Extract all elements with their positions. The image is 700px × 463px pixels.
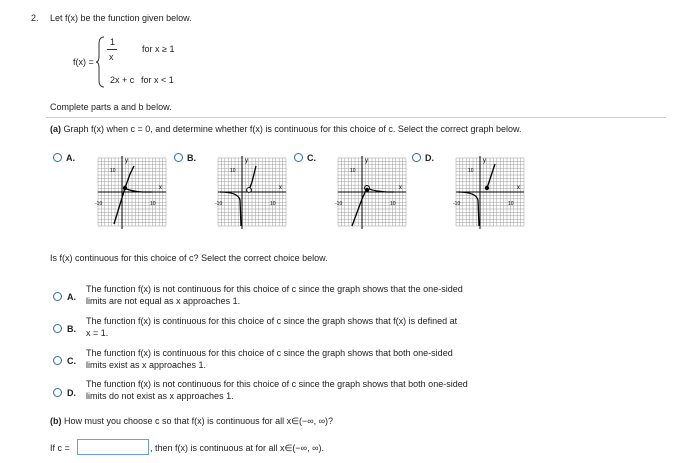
graph-d-xtick-neg: -10	[453, 201, 461, 207]
graph-b[interactable]	[212, 154, 292, 234]
graph-a-point	[123, 186, 127, 190]
graph-option-c-letter: C.	[307, 153, 316, 163]
if-c-label: If c =	[50, 443, 70, 453]
graph-b-xtick: 10	[270, 201, 276, 207]
graph-a-ytick: 10	[110, 168, 116, 174]
graph-a-x-label: x	[159, 185, 162, 191]
graph-a-xtick-neg: -10	[95, 201, 103, 207]
graph-option-b-letter: B.	[187, 153, 196, 163]
choice-c-line1: The function f(x) is continuous for this choice of c since the graph shows that both one-sided	[86, 348, 453, 358]
part-b-label: (b)	[50, 416, 62, 426]
choice-c-line2: limits exist as x approaches 1.	[86, 360, 207, 370]
graph-b-ytick: 10	[230, 168, 236, 174]
part-b-text: How must you choose c so that f(x) is continuous for all x∈(−∞, ∞)?	[64, 416, 334, 426]
graph-d-x-label: x	[517, 185, 520, 191]
graph-option-d-radio[interactable]	[412, 153, 421, 162]
graph-b-x-label: x	[279, 185, 282, 191]
graph-b-y-label: y	[245, 158, 248, 164]
graph-c-x-label: x	[399, 185, 402, 191]
part-a-prompt	[50, 124, 522, 134]
choice-b-line1: The function f(x) is continuous for this choice of c since the graph shows that f(x) is defined at	[86, 316, 458, 326]
choice-b-radio[interactable]	[53, 324, 62, 333]
graph-d-ytick: 10	[468, 168, 474, 174]
graph-d-y-label: y	[483, 158, 486, 164]
graph-a-xtick: 10	[150, 201, 156, 207]
graph-c-y-label: y	[365, 158, 368, 164]
piece1-numerator: 1	[110, 37, 116, 47]
graph-b-open-point	[247, 188, 252, 193]
choice-d-radio[interactable]	[53, 388, 62, 397]
c-value-input[interactable]	[77, 439, 149, 455]
choice-b-letter: B.	[67, 324, 76, 334]
part-b-prompt	[50, 416, 333, 427]
fraction-bar	[107, 49, 117, 50]
graph-a[interactable]	[92, 154, 172, 234]
graph-d-point	[485, 186, 489, 190]
complete-text: Complete parts a and b below.	[50, 102, 172, 112]
graph-c[interactable]	[332, 154, 412, 234]
graph-c-xtick: 10	[390, 201, 396, 207]
graph-option-c-radio[interactable]	[294, 153, 303, 162]
graph-option-a-radio[interactable]	[53, 153, 62, 162]
piecewise-brace	[96, 36, 106, 88]
piece1-condition: for x ≥ 1	[142, 44, 175, 54]
choice-a-line2: limits are not equal as x approaches 1.	[86, 296, 241, 306]
graph-c-ytick: 10	[350, 168, 356, 174]
choice-a-letter: A.	[67, 292, 76, 302]
divider	[46, 117, 666, 118]
part-a-text: Graph f(x) when c = 0, and determine whether f(x) is continuous for this choice of c. Select the correct graph below.	[63, 124, 522, 134]
choice-b-line2: x = 1.	[86, 328, 109, 338]
graph-c-xtick-neg: -10	[335, 201, 343, 207]
choice-a-line1: The function f(x) is not continuous for this choice of c since the graph shows that the one-sided	[86, 284, 463, 294]
choice-a-radio[interactable]	[53, 292, 62, 301]
piece2-expression: 2x + c	[110, 75, 135, 85]
graph-c-point	[365, 188, 369, 192]
choice-c-radio[interactable]	[53, 356, 62, 365]
choice-c-letter: C.	[67, 356, 76, 366]
choice-d-line1: The function f(x) is not continuous for this choice of c since the graph shows that both one-sided	[86, 379, 468, 389]
piece1-denominator: x	[109, 52, 114, 62]
continuity-question: Is f(x) continuous for this choice of c? Select the correct choice below.	[50, 253, 328, 263]
part-a-label: (a)	[50, 124, 61, 134]
graph-option-a-letter: A.	[66, 153, 75, 163]
piece2-condition: for x < 1	[141, 75, 174, 85]
graph-d[interactable]	[450, 154, 530, 234]
then-text: , then f(x) is continuous at for all x∈(−∞, ∞).	[150, 443, 324, 453]
choice-d-letter: D.	[67, 388, 76, 398]
fx-label: f(x) =	[73, 57, 94, 67]
choice-d-line2: limits do not exist as x approaches 1.	[86, 391, 234, 401]
graph-a-y-label: y	[125, 158, 128, 164]
question-number: 2.	[31, 13, 39, 23]
graph-option-d-letter: D.	[425, 153, 434, 163]
graph-option-b-radio[interactable]	[174, 153, 183, 162]
intro-text: Let f(x) be the function given below.	[50, 13, 192, 23]
graph-b-xtick-neg: -10	[215, 201, 223, 207]
graph-d-xtick: 10	[508, 201, 514, 207]
